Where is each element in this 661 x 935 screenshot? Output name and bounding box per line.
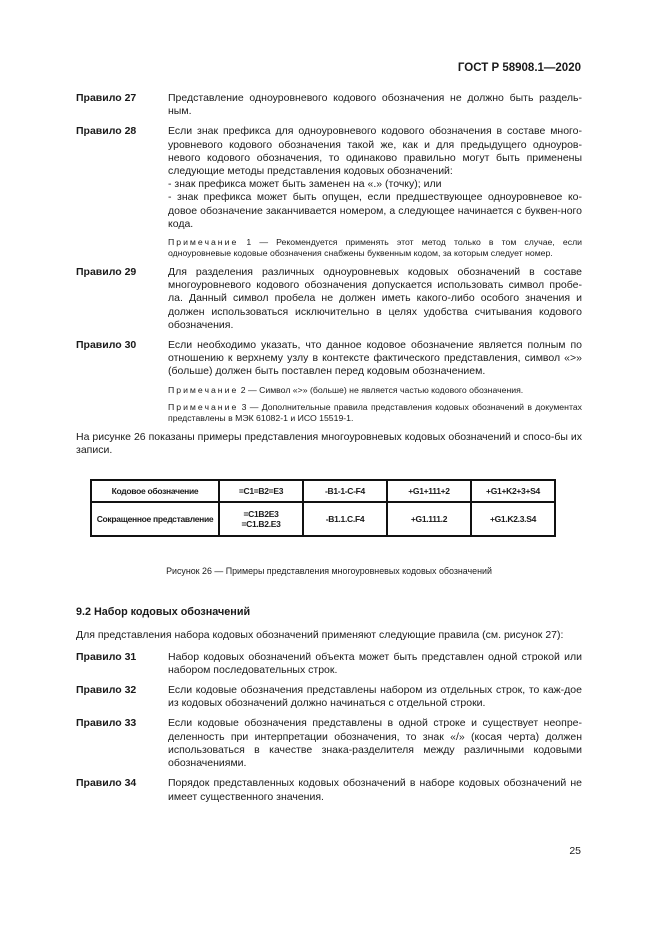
rule-text: Порядок представленных кодовых обозначений в наборе кодовых обозначений не имеет существенного значения. [168, 777, 582, 803]
table-row [91, 502, 555, 536]
rule-27 [76, 92, 582, 118]
rule-line: - знак префикса может быть заменен на «.» (точку); или [168, 178, 442, 191]
rule-line: Представление одноуровневого кодового обозначения не должно быть раздель-ным. [168, 92, 582, 118]
rule-33 [76, 717, 582, 770]
rule-text [168, 266, 582, 332]
table-cell: -B1-1-C-F4 [303, 480, 387, 502]
table-cell: -B1.1.C.F4 [303, 502, 387, 536]
rule-label: Правило 29 [76, 266, 137, 279]
note-text: 3 — Дополнительные правила представления кодовых обозначений в документах представлены в МЭК 61082-1 и ИСО 15519-1. [168, 401, 582, 423]
table-cell: Кодовое обозначение [91, 480, 219, 502]
section-intro: Для представления набора кодовых обозначений применяют следующие правила (см. рисунок 27): [76, 629, 564, 642]
rule-line: - знак префикса может быть опущен, если предшествующее одноуровневое ко-довое обозначение заканчивается номером, а следующее начинается с буквен-ного кода. [168, 191, 582, 230]
rule-text [168, 92, 582, 118]
note-text: 1 — Рекомендуется применять этот метод только в том случае, если одноуровневые кодовые обозначения снабжены буквенным кодом, за которым следует номер. [168, 237, 582, 259]
rule-text [168, 125, 582, 259]
rule-label: Правило 30 [76, 339, 137, 352]
table-cell: =C1=B2=E3 [219, 480, 303, 502]
rule-label: Правило 33 [76, 717, 137, 730]
rule-label: Правило 31 [76, 650, 137, 663]
rule-32 [76, 684, 582, 710]
page-number: 25 [569, 845, 581, 857]
rule-34 [76, 777, 582, 803]
table-cell: +G1+K2+3+S4 [471, 480, 555, 502]
table-cell: +G1.K2.3.S4 [471, 502, 555, 536]
note-word: Примечание [168, 384, 239, 395]
rule-label: Правило 28 [76, 125, 137, 138]
rule-text: Набор кодовых обозначений объекта может быть представлен одной строкой или набором последовательных строк. [168, 650, 582, 676]
rule-text: Если кодовые обозначения представлены в одной строке и существует неопре-деленность при интерпретации обозначения, то знак «/» (косая черта) должен использоваться в качестве знака-разделителя между различными кодовыми обозначениями. [168, 717, 582, 770]
rule-29 [76, 266, 582, 332]
note-word: Примечание [168, 237, 239, 248]
figure-26-table [90, 479, 556, 537]
rule-line: Если знак префикса для одноуровневого кодового обозначения в составе много-уровневого кодового обозначения такой же, как и для предыдущего одноуров-невого кодового обозначения, то одинаково правильно могут быть применены следующие методы представления кодовых обозначений: [168, 125, 582, 178]
rule-28 [76, 125, 582, 259]
table-cell: +G1+111+2 [387, 480, 471, 502]
note-2 [168, 385, 582, 396]
page-body [76, 92, 582, 811]
rule-30 [76, 339, 582, 424]
rule-line: Для разделения различных одноуровневых кодовых обозначений в составе многоуровневого кодового обозначения допускается использовать символ пробе-ла. Данный символ пробела не должен иметь какого-либо особого значения и должен использоваться исключительно в целях удобства считывания кодового обозначения. [168, 266, 582, 331]
document-header: ГОСТ Р 58908.1—2020 [457, 62, 581, 74]
note-text: 2 — Символ «>» (больше) не является частью кодового обозначения. [240, 384, 524, 395]
table-cell: +G1.111.2 [387, 502, 471, 536]
note-word: Примечание [168, 401, 239, 412]
rule-label: Правило 34 [76, 777, 137, 790]
figure-intro-paragraph: На рисунке 26 показаны примеры представления многоуровневых кодовых обозначений и спосо-бы их записи. [76, 430, 582, 456]
rule-text: Если кодовые обозначения представлены набором из отдельных строк, то каж-дое из кодовых обозначений должно начинаться с отдельной строки. [168, 684, 582, 710]
note-1 [168, 237, 582, 259]
rule-line: Если необходимо указать, что данное кодовое обозначение является полным по отношению к верхнему узлу в контексте фактического представления, символ «>» (больше) должен быть поставлен перед кодовым обозначением. [168, 339, 582, 378]
table-row [91, 480, 555, 502]
note-3 [168, 402, 582, 424]
table-cell: Сокращенное представление [91, 502, 219, 536]
section-title: 9.2 Набор кодовых обозначений [76, 606, 251, 619]
rule-31 [76, 651, 582, 677]
table-cell: =C1B2E3 =C1.B2.E3 [219, 502, 303, 536]
rule-text [168, 339, 582, 424]
figure-caption: Рисунок 26 — Примеры представления многоуровневых кодовых обозначений [166, 566, 492, 577]
rule-label: Правило 27 [76, 92, 137, 104]
rule-label: Правило 32 [76, 684, 137, 697]
